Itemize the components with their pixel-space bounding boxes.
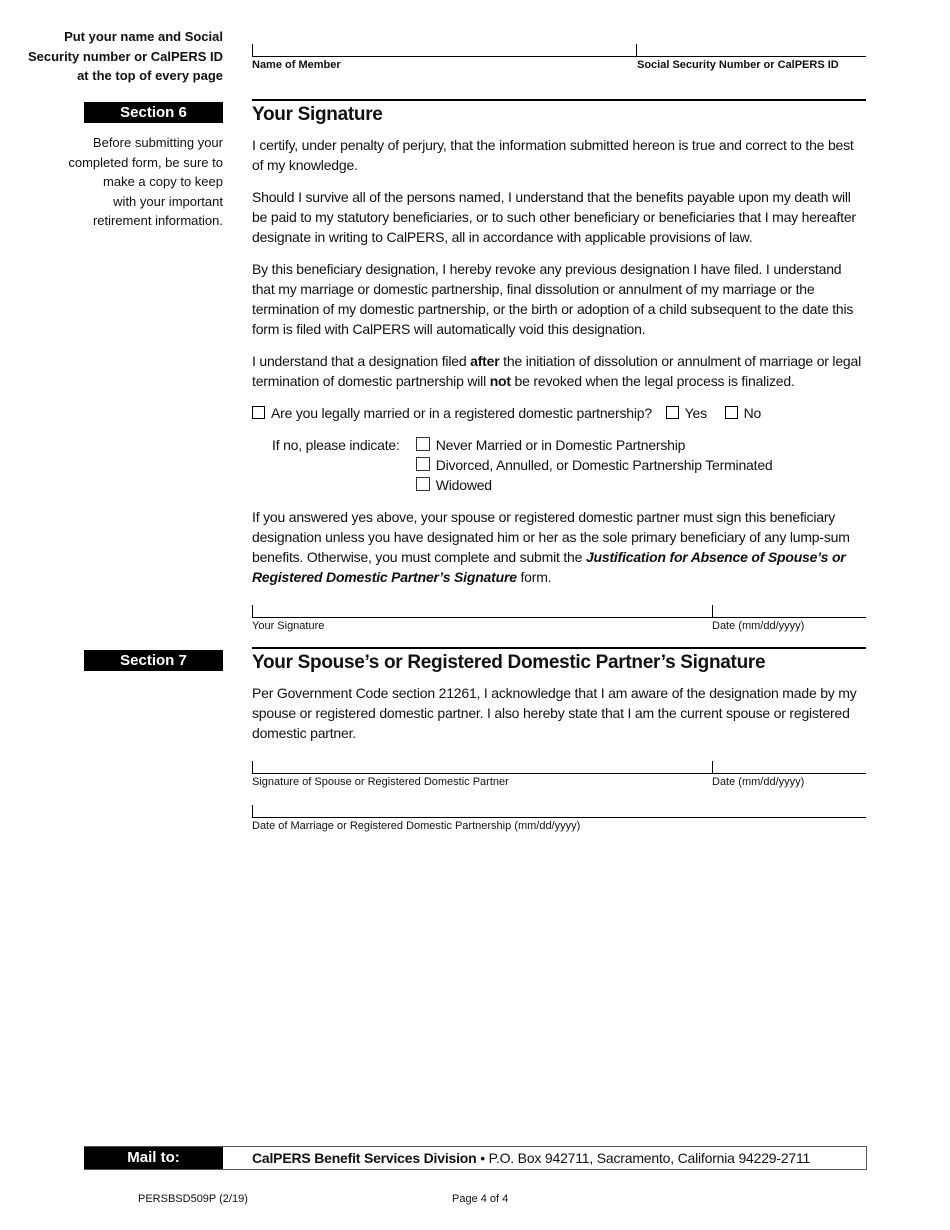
mail-address: CalPERS Benefit Services Division • P.O. Box 942711, Sacramento, California 94229-2711 [252, 1150, 811, 1166]
marital-checkbox[interactable] [252, 406, 265, 419]
name-field-tick [252, 44, 253, 56]
member-field-line[interactable] [252, 56, 866, 57]
signature-tick [252, 761, 253, 773]
marital-options [416, 435, 773, 495]
checkbox[interactable] [416, 477, 430, 491]
page-number: Page 4 of 4 [452, 1193, 509, 1205]
your-signature-field[interactable] [252, 605, 866, 618]
acknowledgement-paragraph: Per Government Code section 21261, I acknowledge that I am aware of the designation made by my spouse or registered domestic partner. I also hereby state that I am the current spouse or registered domestic partner. [252, 685, 857, 741]
date-label: Date (mm/dd/yyyy) [712, 620, 805, 632]
main-column [68, 99, 866, 845]
date-tick [712, 761, 713, 773]
marriage-date-labels [252, 818, 866, 833]
spouse-requirement-paragraph: If you answered yes above, your spouse or registered domestic partner must sign this beneficiary designation unless you have designated him or her as the sole primary beneficiary of any lump-sum benefits. Otherwise, you must complete and submit the Justification for Absence of Spouse’s or Registered Domestic Partner’s Signature form. [252, 509, 850, 585]
marital-question-row [252, 403, 866, 423]
checkbox[interactable] [416, 457, 430, 471]
side-note-line: Before submitting your [92, 135, 223, 150]
yes-checkbox[interactable] [666, 406, 679, 419]
marital-status-group [272, 435, 866, 495]
instruction-line: Put your name and Social [64, 29, 223, 44]
checkbox[interactable] [416, 437, 430, 451]
instruction-line: Security number or CalPERS ID [27, 48, 223, 64]
revoke-paragraph: By this beneficiary designation, I hereby revoke any previous designation I have filed. I understand that my marriage or domestic partnership, final dissolution or annulment of my marriage or the termination of my domestic partnership, or the birth or adoption of a child subsequent to the date this form is filed with CalPERS will automatically void this designation. [252, 261, 854, 337]
header-instruction [28, 27, 223, 86]
mail-to-tag: Mail to: [84, 1147, 223, 1169]
if-no-label: If no, please indicate: [272, 437, 400, 453]
certify-paragraph: I certify, under penalty of perjury, that the information submitted hereon is true and correct to the best of my knowledge. [252, 137, 854, 173]
side-note [68, 133, 223, 231]
marital-question: Are you legally married or in a registered domestic partnership? [271, 405, 652, 421]
yes-label: Yes [684, 405, 707, 421]
spouse-signature-labels [252, 774, 866, 789]
no-checkbox[interactable] [725, 406, 738, 419]
your-signature-label: Your Signature [252, 620, 325, 632]
signature-tick [252, 605, 253, 617]
form-id: PERSBSD509P (2/19) [138, 1193, 248, 1205]
section-6-tag: Section 6 [84, 102, 223, 123]
mail-to-row [84, 1146, 867, 1170]
marriage-date-label: Date of Marriage or Registered Domestic Partnership (mm/dd/yyyy) [252, 820, 581, 832]
option-divorced[interactable]: Divorced, Annulled, or Domestic Partnership Terminated [416, 455, 773, 475]
marriage-date-tick [252, 805, 253, 817]
spouse-signature-label: Signature of Spouse or Registered Domestic Partner [252, 776, 509, 788]
marriage-date-field[interactable] [252, 805, 866, 818]
spouse-signature-field[interactable] [252, 761, 866, 774]
side-note-line: retirement information. [92, 213, 223, 228]
section-7 [120, 647, 866, 833]
name-of-member-label: Name of Member [252, 59, 341, 71]
spouse-date-label: Date (mm/dd/yyyy) [712, 776, 805, 788]
ssn-label: Social Security Number or CalPERS ID [637, 59, 839, 71]
date-tick [712, 605, 713, 617]
side-note-line: completed form, be sure to [68, 154, 223, 170]
no-label: No [743, 405, 762, 421]
ssn-field-tick [636, 44, 637, 56]
instruction-line: at the top of every page [77, 68, 223, 83]
section-6-title: Your Signature [252, 104, 383, 125]
dissolution-paragraph: I understand that a designation filed after the initiation of dissolution or annulment of marriage or legal termination of domestic partnership will not be revoked when the legal process is finalized. [252, 353, 862, 389]
section-7-tag: Section 7 [84, 650, 223, 671]
section-7-title: Your Spouse’s or Registered Domestic Partner’s Signature [252, 652, 766, 673]
side-note-line: make a copy to keep [103, 174, 223, 189]
survive-paragraph: Should I survive all of the persons named, I understand that the benefits payable upon my death will be paid to my statutory beneficiaries, or to such other beneficiary or beneficiaries that I may hereafter designate in writing to CalPERS, all in accordance with applicable provisions of law. [252, 189, 856, 245]
signature-labels [252, 618, 866, 633]
option-never-married[interactable]: Never Married or in Domestic Partnership [416, 435, 773, 455]
side-note-line: with your important [113, 193, 223, 209]
section-6 [68, 99, 866, 633]
option-widowed[interactable]: Widowed [416, 475, 773, 495]
